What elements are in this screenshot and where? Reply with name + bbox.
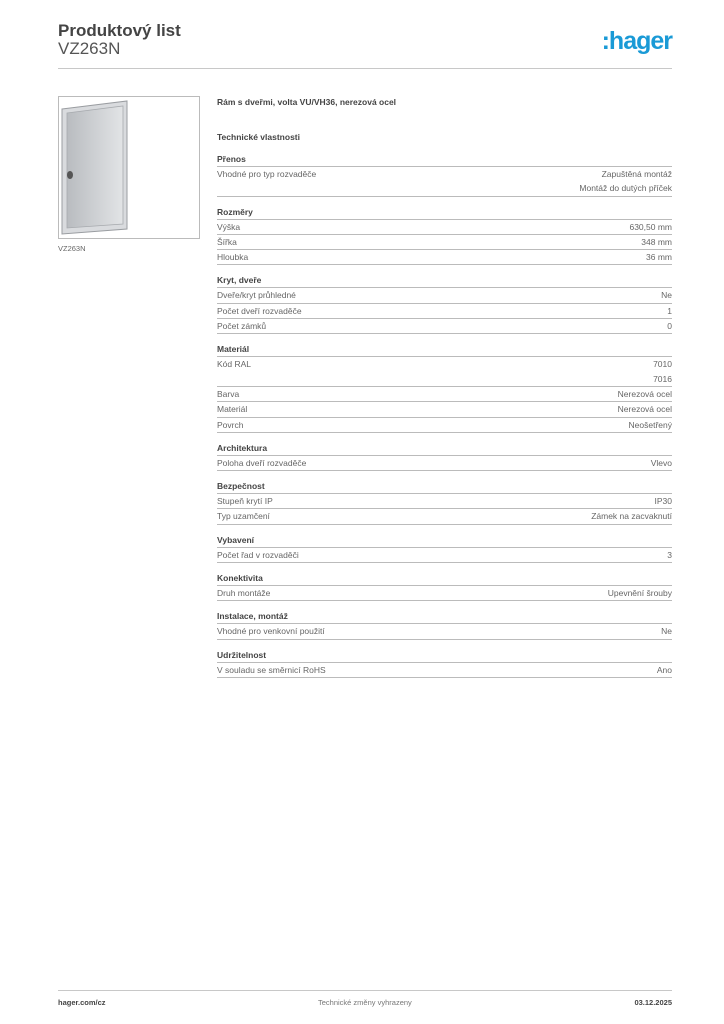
spec-label: Kód RAL <box>217 359 252 370</box>
spec-row <box>217 624 672 639</box>
spec-values <box>618 402 672 416</box>
spec-value: IP30 <box>654 496 672 507</box>
spec-section <box>217 334 672 432</box>
spec-row <box>217 220 672 235</box>
section-heading: Kryt, dveře <box>217 273 672 288</box>
spec-values <box>667 548 672 562</box>
spec-value: Ne <box>661 626 672 637</box>
spec-values <box>618 387 672 401</box>
page-title: Produktový list <box>58 21 181 40</box>
footer-divider <box>58 990 672 991</box>
spec-section <box>217 433 672 471</box>
spec-values <box>661 288 672 302</box>
spec-values <box>646 250 672 264</box>
hager-logo: :hager <box>601 27 672 55</box>
spec-label: Počet dveří rozvaděče <box>217 305 302 316</box>
image-caption: VZ263N <box>58 244 86 253</box>
spec-section <box>217 563 672 601</box>
footer-date: 03.12.2025 <box>634 998 672 1007</box>
product-image <box>58 96 200 239</box>
spec-row <box>217 387 672 402</box>
footer-note: Technické změny vyhrazeny <box>318 998 412 1007</box>
spec-label: Barva <box>217 388 240 399</box>
spec-values <box>655 494 673 508</box>
spec-value: 7016 <box>653 373 672 384</box>
section-heading: Instalace, montáž <box>217 609 672 624</box>
spec-label: Poloha dveří rozvaděče <box>217 457 307 468</box>
spec-row <box>217 304 672 319</box>
spec-value: Nerezová ocel <box>617 404 672 415</box>
section-heading: Rozměry <box>217 205 672 220</box>
product-name: Rám s dveřmi, volta VU/VH36, nerezová ocel <box>217 97 397 107</box>
spec-row <box>217 663 672 678</box>
spec-values <box>657 663 672 677</box>
spec-value: 1 <box>667 305 672 316</box>
spec-values <box>579 167 672 196</box>
spec-values <box>591 509 672 523</box>
spec-value: Ano <box>656 664 672 675</box>
spec-section <box>217 144 672 197</box>
spec-value: 3 <box>667 549 672 560</box>
spec-value: Upevnění šrouby <box>607 588 672 599</box>
spec-value: Nerezová ocel <box>617 388 672 399</box>
spec-label: Typ uzamčení <box>217 511 270 522</box>
spec-value: Ne <box>661 290 672 301</box>
spec-values <box>608 586 672 600</box>
spec-sections <box>217 144 672 678</box>
spec-label: Materiál <box>217 404 248 415</box>
spec-value: 36 mm <box>646 252 672 263</box>
section-heading: Konektivita <box>217 571 672 586</box>
spec-label: Výška <box>217 221 241 232</box>
spec-row <box>217 402 672 417</box>
spec-row <box>217 418 672 433</box>
spec-section <box>217 265 672 334</box>
header-divider <box>58 68 672 69</box>
spec-value: Zámek na zacvaknutí <box>591 511 672 522</box>
spec-label: Počet řad v rozvaděči <box>217 549 299 560</box>
spec-section <box>217 471 672 525</box>
spec-row <box>217 250 672 265</box>
spec-values <box>667 319 672 333</box>
spec-row <box>217 548 672 563</box>
spec-row <box>217 357 672 387</box>
product-code: VZ263N <box>58 39 121 58</box>
spec-row <box>217 494 672 509</box>
spec-section <box>217 197 672 266</box>
product-details <box>217 95 672 678</box>
footer-website[interactable]: hager.com/cz <box>58 998 106 1007</box>
spec-value: 630,50 mm <box>629 221 672 232</box>
spec-row <box>217 235 672 250</box>
cabinet-door-image <box>59 97 199 238</box>
spec-label: Povrch <box>217 419 244 430</box>
spec-row <box>217 319 672 334</box>
section-heading: Udržitelnost <box>217 648 672 663</box>
spec-label: Počet zámků <box>217 321 267 332</box>
spec-value: Montáž do dutých příček <box>579 183 672 194</box>
spec-row <box>217 586 672 601</box>
spec-values <box>651 456 672 470</box>
spec-row <box>217 509 672 524</box>
spec-row <box>217 167 672 197</box>
spec-values <box>629 220 672 234</box>
spec-section <box>217 525 672 563</box>
spec-value: Vlevo <box>650 457 672 468</box>
spec-label: Hloubka <box>217 252 249 263</box>
section-heading: Materiál <box>217 342 672 357</box>
spec-label: Šířka <box>217 236 237 247</box>
section-heading: Přenos <box>217 152 672 167</box>
spec-value: 348 mm <box>641 236 672 247</box>
spec-values <box>667 304 672 318</box>
section-heading: Vybavení <box>217 533 672 548</box>
spec-label: Dveře/kryt průhledné <box>217 290 296 301</box>
spec-section <box>217 640 672 678</box>
section-heading: Bezpečnost <box>217 479 672 494</box>
spec-value: Zapuštěná montáž <box>601 169 672 179</box>
spec-values <box>629 418 672 432</box>
spec-label: Stupeň krytí IP <box>217 496 273 507</box>
section-heading: Architektura <box>217 441 672 456</box>
tech-properties-heading: Technické vlastnosti <box>217 132 300 142</box>
spec-label: Vhodné pro venkovní použití <box>217 626 325 637</box>
spec-values <box>653 357 672 386</box>
spec-row <box>217 456 672 471</box>
spec-label: Druh montáže <box>217 588 271 599</box>
spec-value: 7010 <box>653 359 672 370</box>
spec-label: V souladu se směrnicí RoHS <box>217 664 326 675</box>
spec-values <box>641 235 672 249</box>
spec-values <box>661 624 672 638</box>
spec-value: 0 <box>667 321 672 332</box>
spec-label: Vhodné pro typ rozvaděče <box>217 169 317 179</box>
spec-value: Neošetřený <box>628 419 672 430</box>
spec-section <box>217 601 672 639</box>
spec-row <box>217 288 672 303</box>
